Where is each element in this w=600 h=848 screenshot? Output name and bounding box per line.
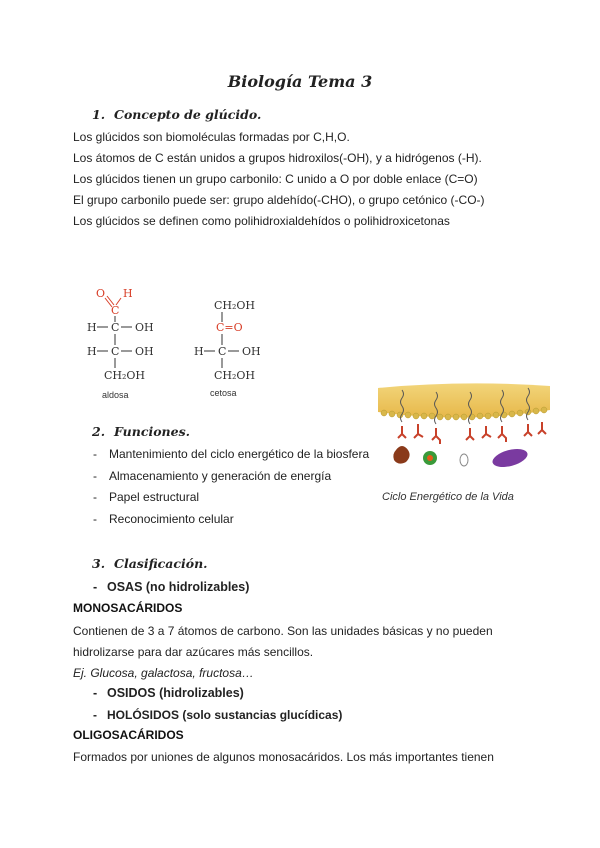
list-item-text: Papel estructural	[109, 490, 200, 504]
aldose-oxygen: O	[96, 287, 106, 300]
ketose-row-h: H	[194, 345, 204, 358]
aldose-row1-c: C	[111, 321, 120, 334]
paragraph-line: Contienen de 3 a 7 átomos de carbono. Son las unidades básicas y no pueden	[73, 624, 493, 638]
aldose-ketose-structures-figure	[80, 278, 280, 403]
molecule-brown	[393, 446, 409, 464]
section-2-title: Funciones.	[114, 424, 190, 439]
section-3-number: 3.	[92, 556, 106, 571]
paragraph-line: Los glúcidos son biomoléculas formadas por C,H,O.	[73, 130, 350, 144]
page-title: Biología Tema 3	[227, 72, 373, 91]
section-3-heading	[92, 556, 208, 571]
paragraph-line: Los átomos de C están unidos a grupos hidroxilos(-OH), y a hidrógenos (-H).	[73, 151, 482, 165]
paragraph-line: El grupo carbonilo puede ser: grupo aldehído(-CHO), o grupo cetónico (-CO-)	[73, 193, 485, 207]
list-item	[93, 490, 393, 506]
membrane-caption: Ciclo Energético de la Vida	[382, 491, 514, 503]
list-item-text: Almacenamiento y generación de energía	[109, 469, 332, 483]
ketose-row-c: C	[218, 345, 227, 358]
glycocalyx-chains	[398, 422, 546, 444]
section-1-title: Concepto de glúcido.	[114, 107, 262, 122]
ketose-bottom-group: CH₂OH	[214, 369, 256, 382]
ketose-caption: cetosa	[210, 388, 237, 398]
aldose-hydrogen: H	[123, 287, 133, 300]
list-item	[93, 447, 393, 463]
list-bullet: -	[93, 490, 97, 504]
list-item-osas	[93, 580, 393, 597]
list-item-text: Reconocimiento celular	[109, 512, 234, 526]
paragraph-line: Los glúcidos tienen un grupo carbonilo: C unido a O por doble enlace (C=O)	[73, 172, 478, 186]
list-item	[93, 469, 393, 485]
molecule-white	[460, 454, 468, 466]
monosacaridos-heading: MONOSACÁRIDOS	[73, 601, 183, 615]
list-bullet: -	[93, 580, 98, 594]
oligosacaridos-body: Formados por uniones de algunos monosacáridos. Los más importantes tienen	[73, 750, 494, 764]
section-2-heading	[92, 424, 190, 439]
list-bullet: -	[93, 447, 97, 461]
section-1-heading	[92, 107, 261, 122]
list-item-holosidos	[93, 708, 413, 725]
molecule-green-core	[427, 455, 433, 461]
molecule-purple	[491, 446, 530, 471]
list-item-text: Mantenimiento del ciclo energético de la biosfera	[109, 447, 370, 461]
section-1-body	[73, 127, 573, 232]
aldose-row2-h: H	[87, 345, 97, 358]
aldose-row2-oh: OH	[135, 345, 154, 358]
section-1-number: 1.	[92, 107, 106, 122]
section-3-title: Clasificación.	[114, 556, 208, 571]
aldose-caption: aldosa	[102, 390, 129, 400]
membrane-bilayer	[378, 383, 550, 417]
list-item	[93, 512, 393, 528]
osas-label: OSAS (no hidrolizables)	[107, 580, 250, 594]
paragraph-line: hidrolizarse para dar azúcares más sencillos.	[73, 645, 314, 659]
aldose-carbonyl-carbon: C	[111, 304, 120, 317]
cell-membrane-illustration	[378, 380, 550, 482]
osidos-label: OSIDOS (hidrolizables)	[107, 686, 244, 700]
aldose-row1-h: H	[87, 321, 97, 334]
paragraph-line: Los glúcidos se definen como polihidroxialdehídos o polihidroxicetonas	[73, 214, 450, 228]
list-bullet: -	[93, 708, 97, 722]
list-bullet: -	[93, 469, 97, 483]
aldose-bottom-group: CH₂OH	[104, 369, 146, 382]
aldose-row1-oh: OH	[135, 321, 154, 334]
holosidos-label: HOLÓSIDOS (solo sustancias glucídicas)	[107, 708, 343, 722]
example-line: Ej. Glucosa, galactosa, fructosa…	[73, 666, 254, 680]
oligosacaridos-heading: OLIGOSACÁRIDOS	[73, 728, 184, 742]
list-bullet: -	[93, 686, 98, 700]
section-2-number: 2.	[92, 424, 106, 439]
monosacaridos-body	[73, 621, 573, 684]
ketose-row-oh: OH	[242, 345, 261, 358]
list-item-osidos	[93, 686, 393, 703]
aldose-row2-c: C	[111, 345, 120, 358]
list-bullet: -	[93, 512, 97, 526]
ketose-top-group: CH₂OH	[214, 299, 256, 312]
ketose-carbonyl: C=O	[216, 321, 243, 334]
